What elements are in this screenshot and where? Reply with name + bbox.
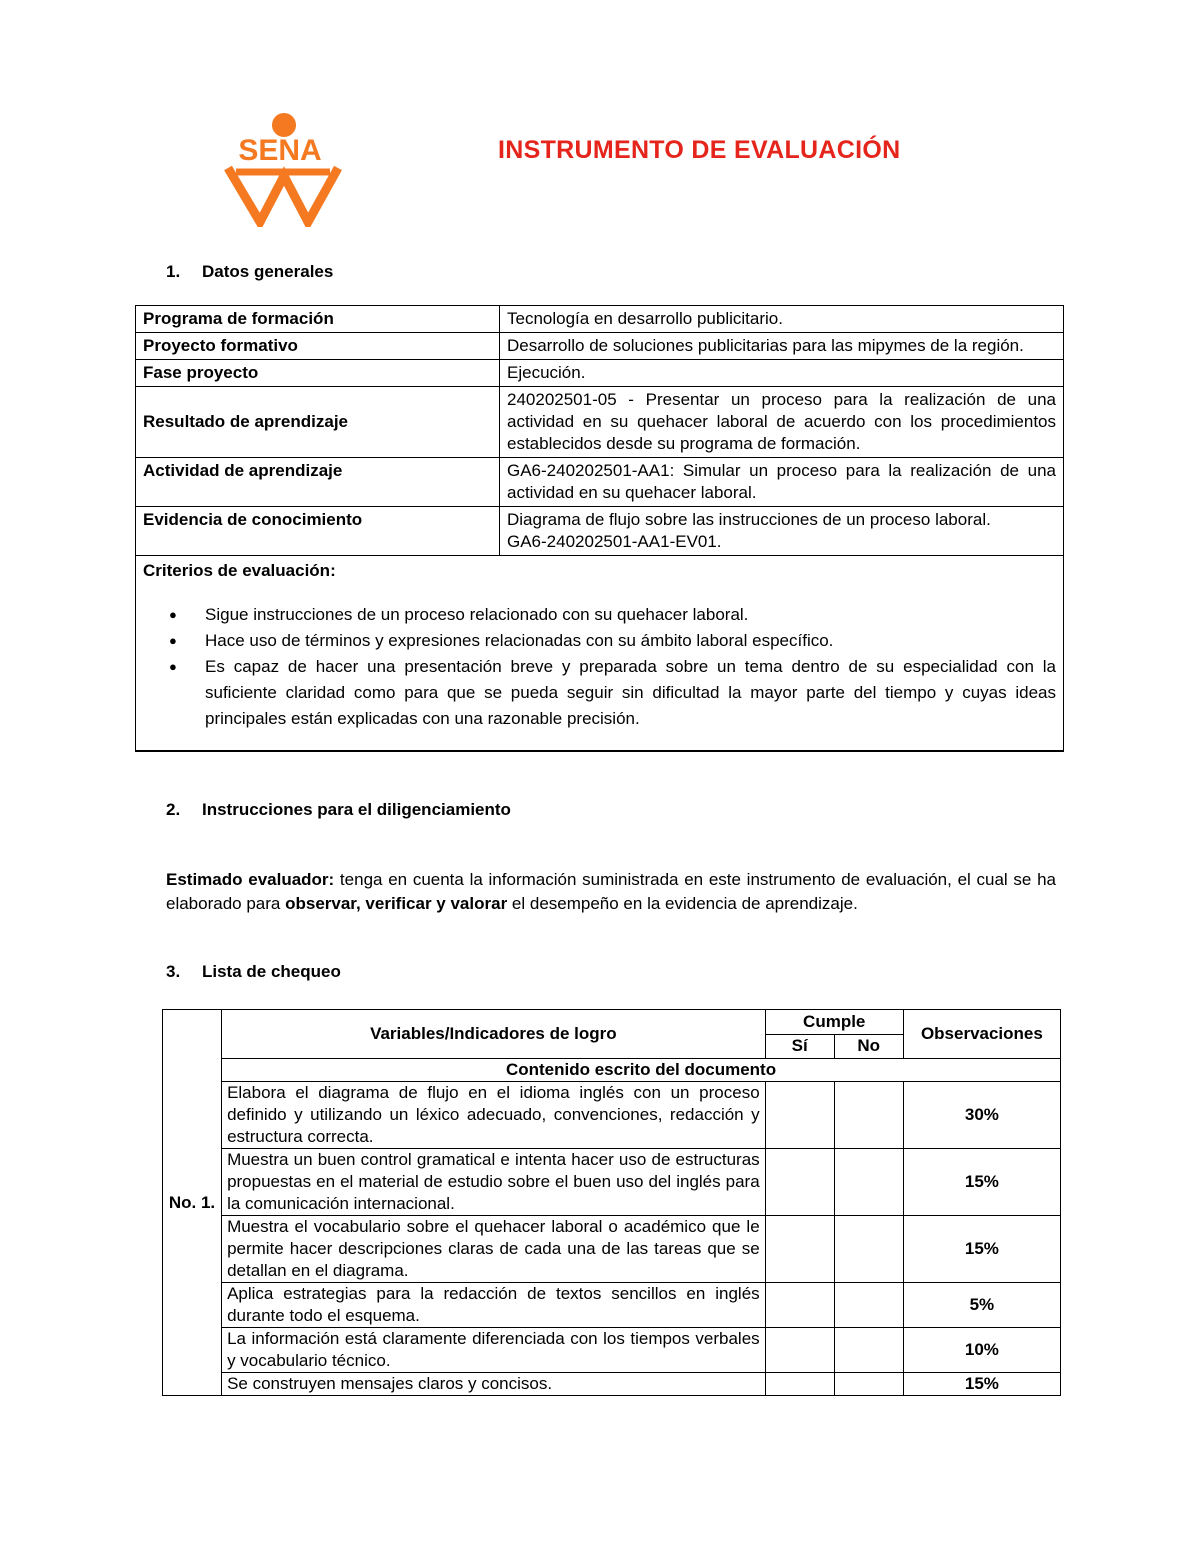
table-row xyxy=(163,1283,1061,1328)
indicator-text: Elabora el diagrama de flujo en el idioma inglés con un proceso definido y utilizando un léxico adecuado, convenciones, redacción y estructura correcta. xyxy=(222,1082,766,1149)
row-label: Resultado de aprendizaje xyxy=(136,387,500,458)
indicator-text: Muestra el vocabulario sobre el quehacer laboral o académico que le permite hacer descripciones claras de cada una de las tareas que se detallan en el diagrama. xyxy=(222,1216,766,1283)
value-line: Diagrama de flujo sobre las instrucciones de un proceso laboral. xyxy=(507,510,991,529)
sena-logo-graphic xyxy=(222,112,342,227)
section-number: 3. xyxy=(166,962,181,981)
table-row xyxy=(163,1216,1061,1283)
weight-value: 15% xyxy=(903,1373,1060,1396)
bullet-icon: ● xyxy=(169,633,177,648)
row-label: Proyecto formativo xyxy=(136,333,500,360)
intro-bold: Estimado evaluador: xyxy=(166,870,335,889)
section-3-heading xyxy=(166,962,341,982)
section-number: 2. xyxy=(166,800,181,819)
table-row xyxy=(163,1373,1061,1396)
criteria-row xyxy=(136,556,1064,752)
bullet-icon: ● xyxy=(169,659,177,674)
check-si-cell[interactable] xyxy=(765,1149,834,1216)
logo-text: SENA xyxy=(238,134,322,167)
row-value: Ejecución. xyxy=(500,360,1064,387)
row-value: Tecnología en desarrollo publicitario. xyxy=(500,306,1064,333)
checklist-table xyxy=(162,1009,1061,1396)
table-row xyxy=(136,387,1064,458)
weight-value: 15% xyxy=(903,1149,1060,1216)
weight-value: 10% xyxy=(903,1328,1060,1373)
row-value: GA6-240202501-AA1: Simular un proceso para la realización de una actividad en su quehacer laboral. xyxy=(500,458,1064,507)
section-number: 1. xyxy=(166,262,181,281)
instructions-bold: observar, verificar y valorar xyxy=(285,894,508,913)
row-value: 240202501-05 - Presentar un proceso para la realización de una actividad en su quehacer laboral de acuerdo con los procedimientos establecidos desde su programa de formación. xyxy=(500,387,1064,458)
check-si-cell[interactable] xyxy=(765,1216,834,1283)
list-item xyxy=(169,654,1056,732)
check-no-cell[interactable] xyxy=(834,1373,903,1396)
check-si-cell[interactable] xyxy=(765,1082,834,1149)
header-no: No xyxy=(834,1034,903,1059)
check-no-cell[interactable] xyxy=(834,1283,903,1328)
section-1-heading xyxy=(166,262,333,282)
check-no-cell[interactable] xyxy=(834,1082,903,1149)
row-label: Programa de formación xyxy=(136,306,500,333)
criterion-text: Sigue instrucciones de un proceso relacionado con su quehacer laboral. xyxy=(205,605,749,624)
bullet-icon: ● xyxy=(169,607,177,622)
section-title: Instrucciones para el diligenciamiento xyxy=(202,800,511,819)
header-si: Sí xyxy=(765,1034,834,1059)
header-observaciones: Observaciones xyxy=(903,1010,1060,1059)
row-value: Desarrollo de soluciones publicitarias para las mipymes de la región. xyxy=(500,333,1064,360)
indicator-text: La información está claramente diferenciada con los tiempos verbales y vocabulario técnico. xyxy=(222,1328,766,1373)
check-no-cell[interactable] xyxy=(834,1216,903,1283)
table-row xyxy=(163,1328,1061,1373)
table-row xyxy=(136,306,1064,333)
row-label: Actividad de aprendizaje xyxy=(136,458,500,507)
indicator-text: Aplica estrategias para la redacción de textos sencillos en inglés durante todo el esquema. xyxy=(222,1283,766,1328)
header-row xyxy=(163,1010,1061,1035)
check-si-cell[interactable] xyxy=(765,1283,834,1328)
section-title: Lista de chequeo xyxy=(202,962,341,981)
sena-logo xyxy=(222,112,342,227)
instructions-paragraph xyxy=(166,868,1056,916)
check-no-cell[interactable] xyxy=(834,1328,903,1373)
row-label: Fase proyecto xyxy=(136,360,500,387)
section-2-heading xyxy=(166,800,511,820)
row-label: Evidencia de conocimiento xyxy=(136,507,500,556)
header-indicator: Variables/Indicadores de logro xyxy=(222,1010,766,1059)
header-cumple: Cumple xyxy=(765,1010,903,1035)
subheader: Contenido escrito del documento xyxy=(222,1059,1061,1082)
item-number: No. 1. xyxy=(163,1010,222,1396)
section-title: Datos generales xyxy=(202,262,334,281)
table-row xyxy=(163,1149,1061,1216)
check-si-cell[interactable] xyxy=(765,1328,834,1373)
weight-value: 5% xyxy=(903,1283,1060,1328)
table-row xyxy=(136,507,1064,556)
criteria-list xyxy=(143,602,1056,732)
table-row xyxy=(136,458,1064,507)
criterion-text: Hace uso de términos y expresiones relacionadas con su ámbito laboral específico. xyxy=(205,631,834,650)
criteria-title: Criterios de evaluación: xyxy=(143,561,336,580)
table-row xyxy=(163,1082,1061,1149)
value-line: GA6-240202501-AA1-EV01. xyxy=(507,532,722,551)
table-row xyxy=(136,360,1064,387)
row-value xyxy=(500,507,1064,556)
document-title: INSTRUMENTO DE EVALUACIÓN xyxy=(498,136,901,164)
criteria-cell xyxy=(136,556,1064,752)
instructions-text: el desempeño en la evidencia de aprendizaje. xyxy=(507,894,858,913)
check-no-cell[interactable] xyxy=(834,1149,903,1216)
table-row xyxy=(136,333,1064,360)
indicator-text: Muestra un buen control gramatical e intenta hacer uso de estructuras propuestas en el material de estudio sobre el buen uso del inglés para la comunicación internacional. xyxy=(222,1149,766,1216)
general-data-table xyxy=(135,305,1064,752)
weight-value: 15% xyxy=(903,1216,1060,1283)
indicator-text: Se construyen mensajes claros y concisos. xyxy=(222,1373,766,1396)
list-item xyxy=(169,628,1056,654)
check-si-cell[interactable] xyxy=(765,1373,834,1396)
subheader-row xyxy=(163,1059,1061,1082)
instructions-text: tenga en cuenta la información suministrada en este instrumento de evaluación, el cual se ha elaborado para xyxy=(166,870,1057,913)
list-item xyxy=(169,602,1056,628)
weight-value: 30% xyxy=(903,1082,1060,1149)
criterion-text: Es capaz de hacer una presentación breve y preparada sobre un tema dentro de su especialidad con la suficiente claridad como para que se pueda seguir sin dificultad la mayor parte del tiempo y cuyas ideas principales están explicadas con una razonable precisión. xyxy=(205,657,1056,728)
